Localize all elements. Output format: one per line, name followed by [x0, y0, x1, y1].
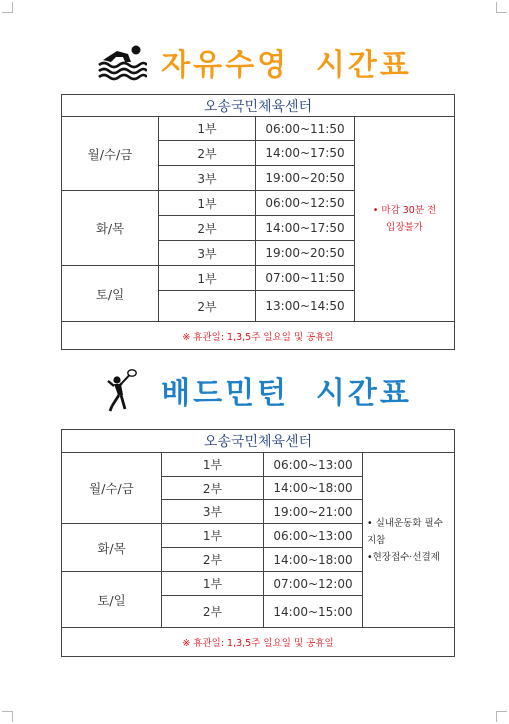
session-time: 14:00~18:00 [264, 477, 363, 500]
session-time: 06:00~13:00 [264, 453, 363, 477]
swimming-schedule-table [61, 94, 455, 350]
session-part: 3부 [162, 500, 264, 524]
note-line: 지참 [367, 534, 386, 546]
session-time: 07:00~11:50 [256, 266, 355, 291]
note-line: •현장접수·선결제 [367, 551, 440, 563]
note-line: 입장불가 [386, 222, 423, 233]
page-corner-mark [2, 2, 13, 13]
session-time: 06:00~12:50 [256, 191, 355, 216]
notes-cell [363, 453, 455, 628]
day-group-label: 월/수/금 [62, 453, 162, 524]
session-time: 14:00~18:00 [264, 548, 363, 572]
session-part: 2부 [162, 477, 264, 500]
session-part: 2부 [162, 596, 264, 628]
session-time: 19:00~21:00 [264, 500, 363, 524]
session-part: 2부 [159, 141, 256, 166]
session-part: 1부 [159, 266, 256, 291]
day-group-label: 화/목 [62, 524, 162, 572]
swimmer-icon [97, 40, 147, 84]
swimming-heading [0, 38, 509, 86]
session-part: 1부 [162, 572, 264, 596]
notes-cell [355, 117, 455, 322]
page-corner-mark [496, 2, 507, 13]
session-part: 2부 [159, 216, 256, 241]
session-time: 19:00~20:50 [256, 241, 355, 266]
note-line: • 마감 30분 전 [372, 205, 437, 216]
day-group-label: 화/목 [62, 191, 159, 266]
badminton-schedule-table [61, 429, 455, 657]
session-time: 06:00~13:00 [264, 524, 363, 548]
session-part: 1부 [162, 453, 264, 477]
session-part: 1부 [162, 524, 264, 548]
badminton-title: 배드민턴 시간표 [161, 376, 412, 411]
note-line: • 실내운동화 필수 [367, 517, 443, 529]
session-part: 1부 [159, 117, 256, 141]
session-time: 13:00~14:50 [256, 291, 355, 322]
venue-name: 오송국민체육센터 [62, 430, 455, 453]
badminton-heading [0, 364, 509, 416]
session-part: 2부 [159, 291, 256, 322]
session-time: 06:00~11:50 [256, 117, 355, 141]
session-time: 14:00~17:50 [256, 141, 355, 166]
session-part: 1부 [159, 191, 256, 216]
session-part: 3부 [159, 166, 256, 191]
day-group-label: 토/일 [62, 266, 159, 322]
badminton-player-icon [97, 368, 147, 412]
session-part: 3부 [159, 241, 256, 266]
closed-days-note: ※ 휴관일: 1,3,5주 일요일 및 공휴일 [62, 322, 455, 350]
closed-days-note: ※ 휴관일: 1,3,5주 일요일 및 공휴일 [62, 628, 455, 657]
session-part: 2부 [162, 548, 264, 572]
page-corner-mark [496, 711, 507, 722]
day-group-label: 월/수/금 [62, 117, 159, 191]
session-time: 14:00~15:00 [264, 596, 363, 628]
day-group-label: 토/일 [62, 572, 162, 628]
swimming-title: 자유수영 시간표 [161, 48, 412, 83]
venue-name: 오송국민체육센터 [62, 95, 455, 117]
session-time: 14:00~17:50 [256, 216, 355, 241]
session-time: 07:00~12:00 [264, 572, 363, 596]
session-time: 19:00~20:50 [256, 166, 355, 191]
page-corner-mark [2, 711, 13, 722]
